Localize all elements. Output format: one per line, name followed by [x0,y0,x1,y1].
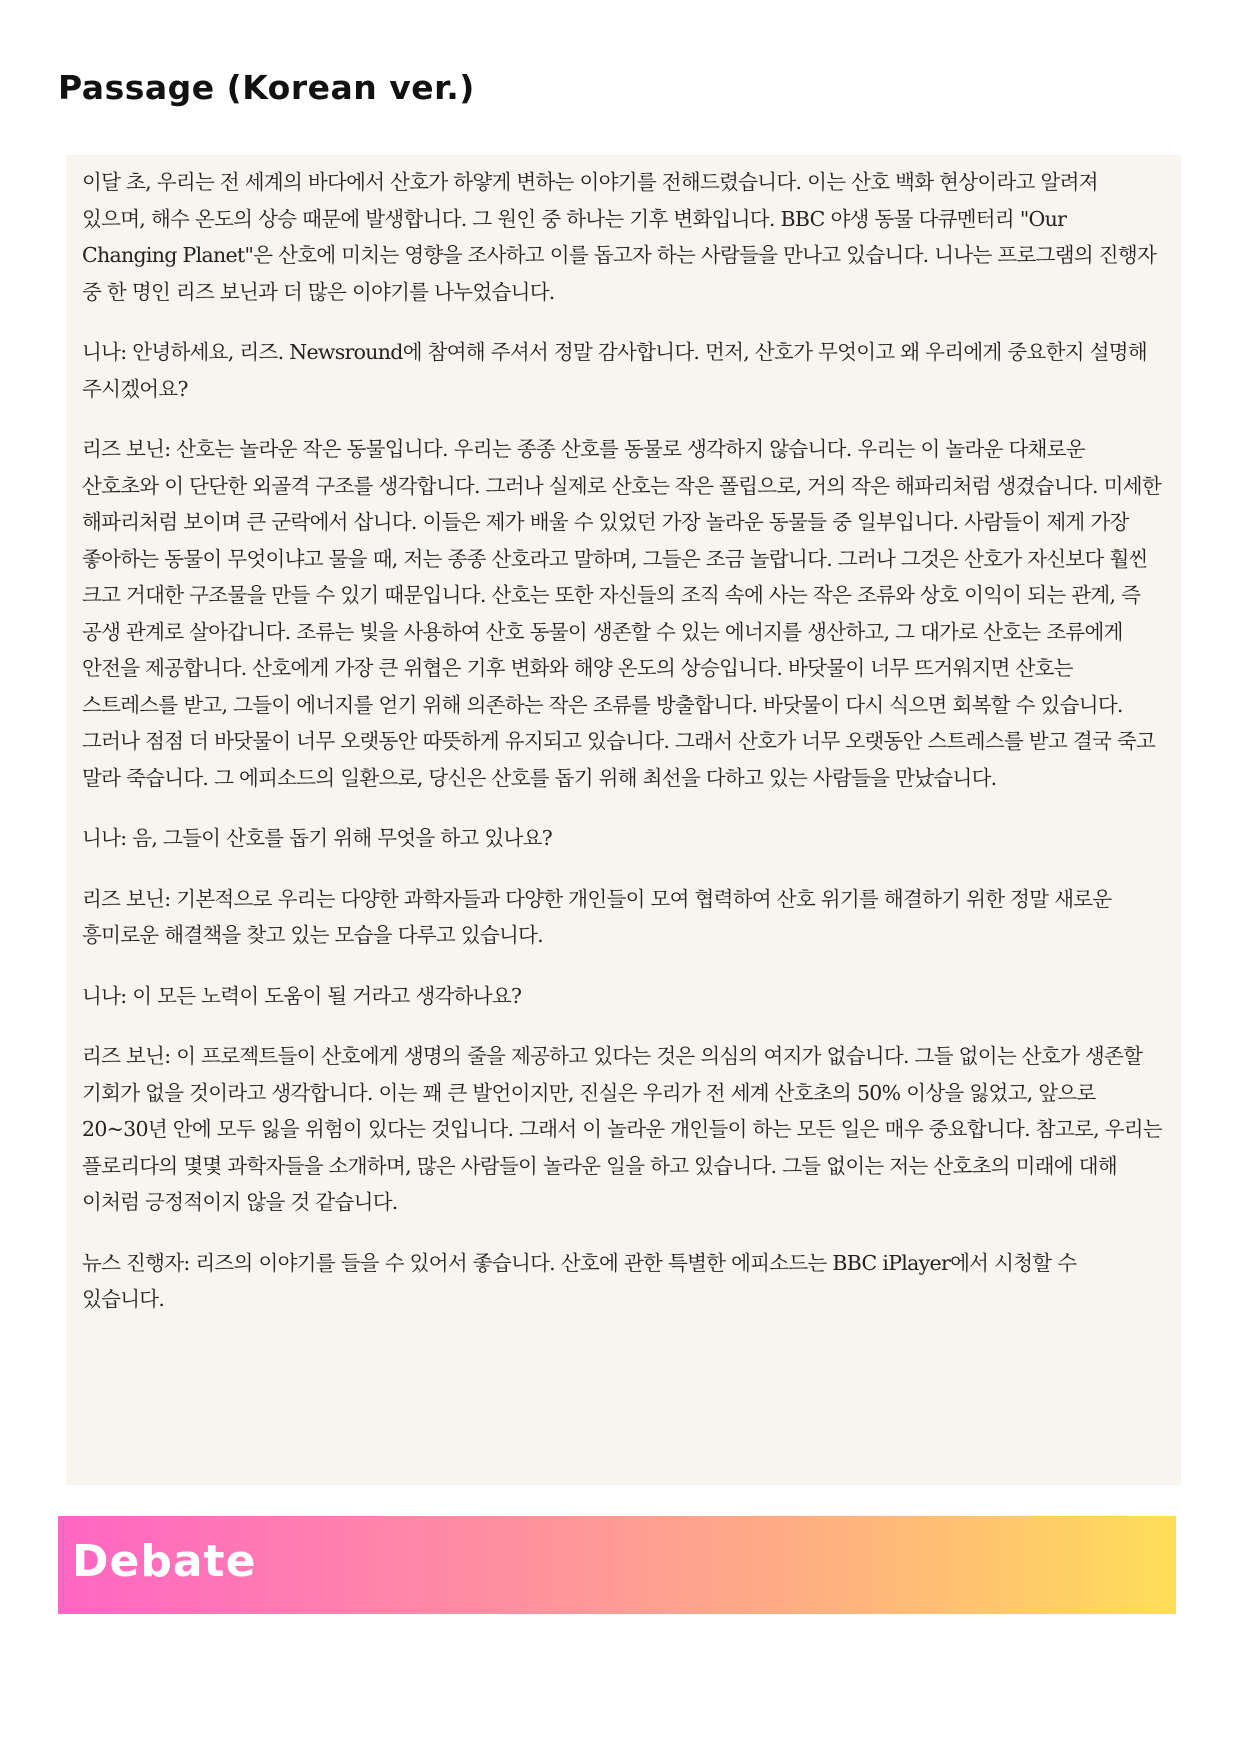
passage-paragraph: 뉴스 진행자: 리즈의 이야기를 들을 수 있어서 좋습니다. 산호에 관한 특별한 에피소드는 BBC iPlayer에서 시청할 수 있습니다. [82,1250,1077,1311]
passage-box [66,155,1181,1485]
debate-banner [58,1516,1176,1614]
passage-paragraph: 이달 초, 우리는 전 세계의 바다에서 산호가 하얗게 변하는 이야기를 전해드렸습니다. 이는 산호 백화 현상이라고 알려져 있으며, 해수 온도의 상승 때문에 발생합니다. 그 원인 중 하나는 기후 변화입니다. BBC 야생 동물 다큐멘터리 "Our Changing Planet"은 산호에 미치는 영향을 조사하고 이를 돕고자 하는 사람들을 만나고 있습니다. 니나는 프로그램의 진행자 중 한 명인 리즈 보닌과 더 많은 이야기를 나누었습니다. [82,170,1157,304]
passage-paragraph: 니나: 안녕하세요, 리즈. Newsround에 참여해 주셔서 정말 감사합니다. 먼저, 산호가 무엇이고 왜 우리에게 중요한지 설명해 주시겠어요? [82,340,1147,401]
debate-title: Debate [72,1536,257,1587]
page-title: Passage (Korean ver.) [58,68,475,107]
passage-paragraph: 니나: 이 모든 노력이 도움이 될 거라고 생각하나요? [82,983,522,1008]
passage-paragraph: 리즈 보닌: 산호는 놀라운 작은 동물입니다. 우리는 종종 산호를 동물로 생각하지 않습니다. 우리는 이 놀라운 다채로운 산호초와 이 단단한 외골격 구조를 생각합니다. 그러나 실제로 산호는 작은 폴립으로, 거의 작은 해파리처럼 생겼습니다. 미세한 해파리처럼 보이며 큰 군락에서 삽니다. 이들은 제가 배울 수 있었던 가장 놀라운 동물들 중 일부입니다. 사람들이 제게 가장 좋아하는 동물이 무엇이냐고 물을 때, 저는 종종 산호라고 말하며, 그들은 조금 놀랍니다. 그러나 그것은 산호가 자신보다 훨씬 크고 거대한 구조물을 만들 수 있기 때문입니다. 산호는 또한 자신들의 조직 속에 사는 작은 조류와 상호 이익이 되는 관계, 즉 공생 관계로 살아갑니다. 조류는 빛을 사용하여 산호 동물이 생존할 수 있는 에너지를 생산하고, 그 대가로 산호는 조류에게 안전을 제공합니다. 산호에게 가장 큰 위협은 기후 변화와 해양 온도의 상승입니다. 바닷물이 너무 뜨거워지면 산호는 스트레스를 받고, 그들이 에너지를 얻기 위해 의존하는 작은 조류를 방출합니다. 바닷물이 다시 식으면 회복할 수 있습니다. 그러나 점점 더 바닷물이 너무 오랫동안 따뜻하게 유지되고 있습니다. 그래서 산호가 너무 오랫동안 스트레스를 받고 결국 죽고 말라 죽습니다. 그 에피소드의 일환으로, 당신은 산호를 돕기 위해 최선을 다하고 있는 사람들을 만났습니다. [82,437,1161,790]
passage-paragraph: 리즈 보닌: 기본적으로 우리는 다양한 과학자들과 다양한 개인들이 모여 협력하여 산호 위기를 해결하기 위한 정말 새로운 흥미로운 해결책을 찾고 있는 모습을 다루고 있습니다. [82,886,1112,947]
passage-paragraph: 니나: 음, 그들이 산호를 돕기 위해 무엇을 하고 있나요? [82,826,553,850]
passage-paragraph: 리즈 보닌: 이 프로젝트들이 산호에게 생명의 줄을 제공하고 있다는 것은 의심의 여지가 없습니다. 그들 없이는 산호가 생존할 기회가 없을 것이라고 생각합니다. 이는 꽤 큰 발언이지만, 진실은 우리가 전 세계 산호초의 50% 이상을 잃었고, 앞으로 20~30년 안에 모두 잃을 위험이 있다는 것입니다. 그래서 이 놀라운 개인들이 하는 모든 일은 매우 중요합니다. 참고로, 우리는 플로리다의 몇몇 과학자들을 소개하며, 많은 사람들이 놀라운 일을 하고 있습니다. 그들 없이는 저는 산호초의 미래에 대해 이처럼 긍정적이지 않을 것 같습니다. [82,1044,1163,1214]
